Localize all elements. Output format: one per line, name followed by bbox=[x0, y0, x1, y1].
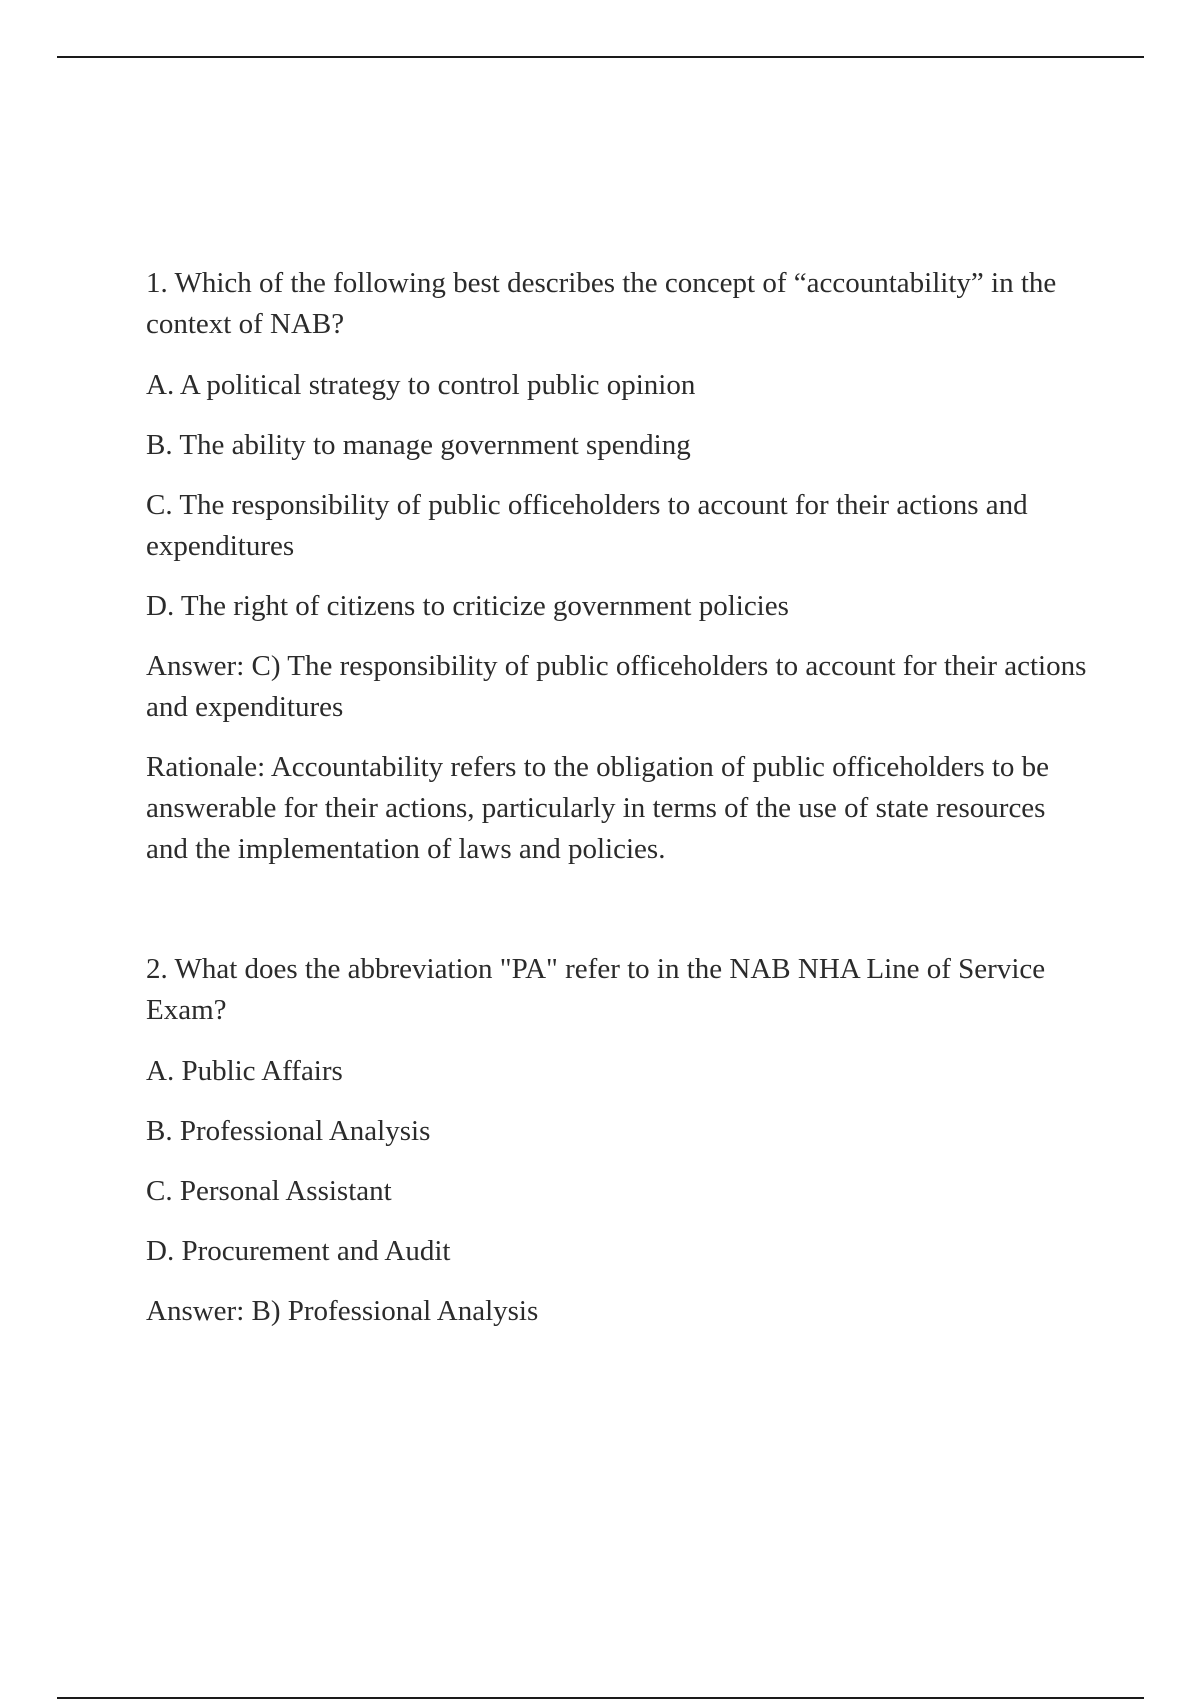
answer-option-a: A. A political strategy to control public opinion bbox=[146, 369, 696, 401]
document-body bbox=[146, 263, 1092, 1351]
answer-option-b: B. The ability to manage government spending bbox=[146, 429, 691, 461]
answer-option-b: B. Professional Analysis bbox=[146, 1115, 431, 1147]
answer-option-c: C. The responsibility of public officeholders to account for their actions and expenditures bbox=[146, 489, 1028, 562]
question-block-2 bbox=[146, 949, 1092, 1332]
question-spacer bbox=[146, 870, 1092, 949]
answer-option-c: C. Personal Assistant bbox=[146, 1175, 392, 1207]
question-text: 1. Which of the following best describes the concept of “accountability” in the context of NAB? bbox=[146, 267, 1057, 340]
bottom-rule bbox=[57, 1697, 1144, 1699]
rationale-text: Rationale: Accountability refers to the obligation of public officeholders to be answerable for their actions, particularly in terms of the use of state resources and the implementation of laws and policies. bbox=[146, 751, 1050, 865]
answer-option-d: D. The right of citizens to criticize government policies bbox=[146, 590, 789, 622]
answer-option-d: D. Procurement and Audit bbox=[146, 1235, 451, 1267]
top-rule bbox=[57, 56, 1144, 58]
question-text: 2. What does the abbreviation "PA" refer to in the NAB NHA Line of Service Exam? bbox=[146, 953, 1046, 1026]
question-block-1 bbox=[146, 263, 1092, 870]
correct-answer: Answer: C) The responsibility of public officeholders to account for their actions and expenditures bbox=[146, 650, 1087, 723]
answer-option-a: A. Public Affairs bbox=[146, 1055, 343, 1087]
correct-answer: Answer: B) Professional Analysis bbox=[146, 1295, 539, 1327]
